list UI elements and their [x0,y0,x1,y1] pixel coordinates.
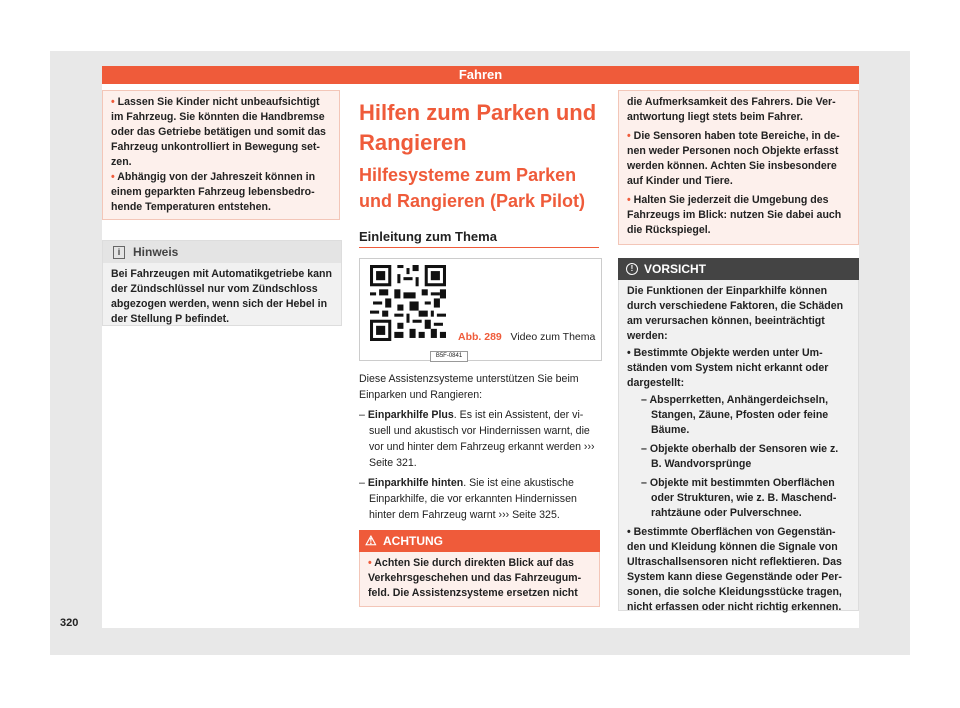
hinweis-text: Bei Fahrzeugen mit Automatikgetriebe kann der Zündschlüssel nur vom Zündschloss abgezogen werden, wenn sich der Hebel in der Stellung P befindet. [111,268,332,325]
warning-triangle-icon: ⚠ [365,533,377,548]
vorsicht-subitem: – Objekte oberhalb der Sensoren wie z. B. Wandvorsprünge [641,443,839,470]
warning-item: • Lassen Sie Kinder nicht unbeaufsichtigt im Fahrzeug. Sie könnten die Handbremse oder das Getriebe betätigen und somit das Fahrzeug unkontrolliert in Bewegung set-zen. [111,96,326,168]
vorsicht-header: ! VORSICHT [618,258,859,280]
qr-code-icon[interactable] [370,265,446,341]
exclamation-circle-icon: ! [626,263,638,275]
vorsicht-bullet: • Bestimmte Objekte werden unter Um-ständen vom System nicht erkannt oder dargestellt: [627,347,829,389]
info-icon: i [113,246,125,259]
achtung-body [359,552,600,607]
figure-caption: Abb. 289 Video zum Thema [458,331,596,343]
hinweis-box [102,240,342,326]
right-warning-box [618,90,859,245]
warning-item: • Die Sensoren haben tote Bereiche, in de-nen weder Personen noch Objekte erfasst werden können. Achten Sie insbesondere auf Kinder und Tiere. [627,130,840,187]
vorsicht-body [618,280,859,611]
achtung-text: • Achten Sie durch direkten Blick auf das Verkehrsgeschehen und das Fahrzeugum-feld. Die Assistenzsysteme ersetzen nicht [368,557,582,599]
vorsicht-intro: Die Funktionen der Einparkhilfe können durch verschiedene Faktoren, die Schäden am verursachen können, beeinträchtigt werden: [627,285,844,342]
left-warning-box [102,90,340,220]
figure-code: B5F-0841 [430,351,468,362]
hinweis-header: i Hinweis [103,241,341,263]
achtung-header: ⚠ ACHTUNG [359,530,600,552]
vorsicht-subitem: – Absperrketten, Anhängerdeichseln, Stangen, Zäune, Pfosten oder feine Bäume. [641,394,829,436]
page-header: Fahren [102,66,859,84]
section-title: Hilfen zum Parken und Rangieren [359,100,597,155]
section-subtitle: Hilfesysteme zum Parken und Rangieren (Park Pilot) [359,165,586,211]
section-subsubtitle: Einleitung zum Thema [359,227,599,248]
list-item: – Einparkhilfe hinten. Sie ist eine akustische Einparkhilfe, die vor erkannten Hindernissen hinter dem Fahrzeug warnt ››› Seite 325. [359,477,577,521]
intro-text: Diese Assistenzsysteme unterstützen Sie beim Einparken und Rangieren: [359,373,579,401]
list-item: – Einparkhilfe Plus. Es ist ein Assistent, der vi-suell und akustisch vor Hindernissen warnt, die vor und hinter dem Fahrzeug erkannt werden ››› Seite 321. [359,409,595,469]
warning-text: die Aufmerksamkeit des Fahrers. Die Ver-antwortung liegt stets beim Fahrer. [627,96,836,123]
body-text [359,371,604,523]
achtung-box [359,530,600,603]
warning-item: • Halten Sie jederzeit die Umgebung des Fahrzeugs im Blick: nutzen Sie dabei auch die Rückspiegel. [627,194,842,236]
vorsicht-bullet: • Bestimmte Oberflächen von Gegenstän-den und Kleidung können die Signale von Ultraschallsensoren nicht reflektieren. Das System kann diese Gegenstände oder Per-sonen, die solche Kleidungsstücke tragen, nicht erfassen oder nicht richtig erkennen. [627,526,842,613]
vorsicht-box [618,258,859,613]
page-number: 320 [60,617,79,629]
figure-box [359,258,602,361]
vorsicht-subitem: – Objekte mit bestimmten Oberflächen oder Strukturen, wie z. B. Maschend-rahtzäune oder Pulverschnee. [641,477,837,519]
warning-item: • Abhängig von der Jahreszeit können in einem geparkten Fahrzeug lebensbedro-hende Temperaturen entstehen. [111,171,316,213]
